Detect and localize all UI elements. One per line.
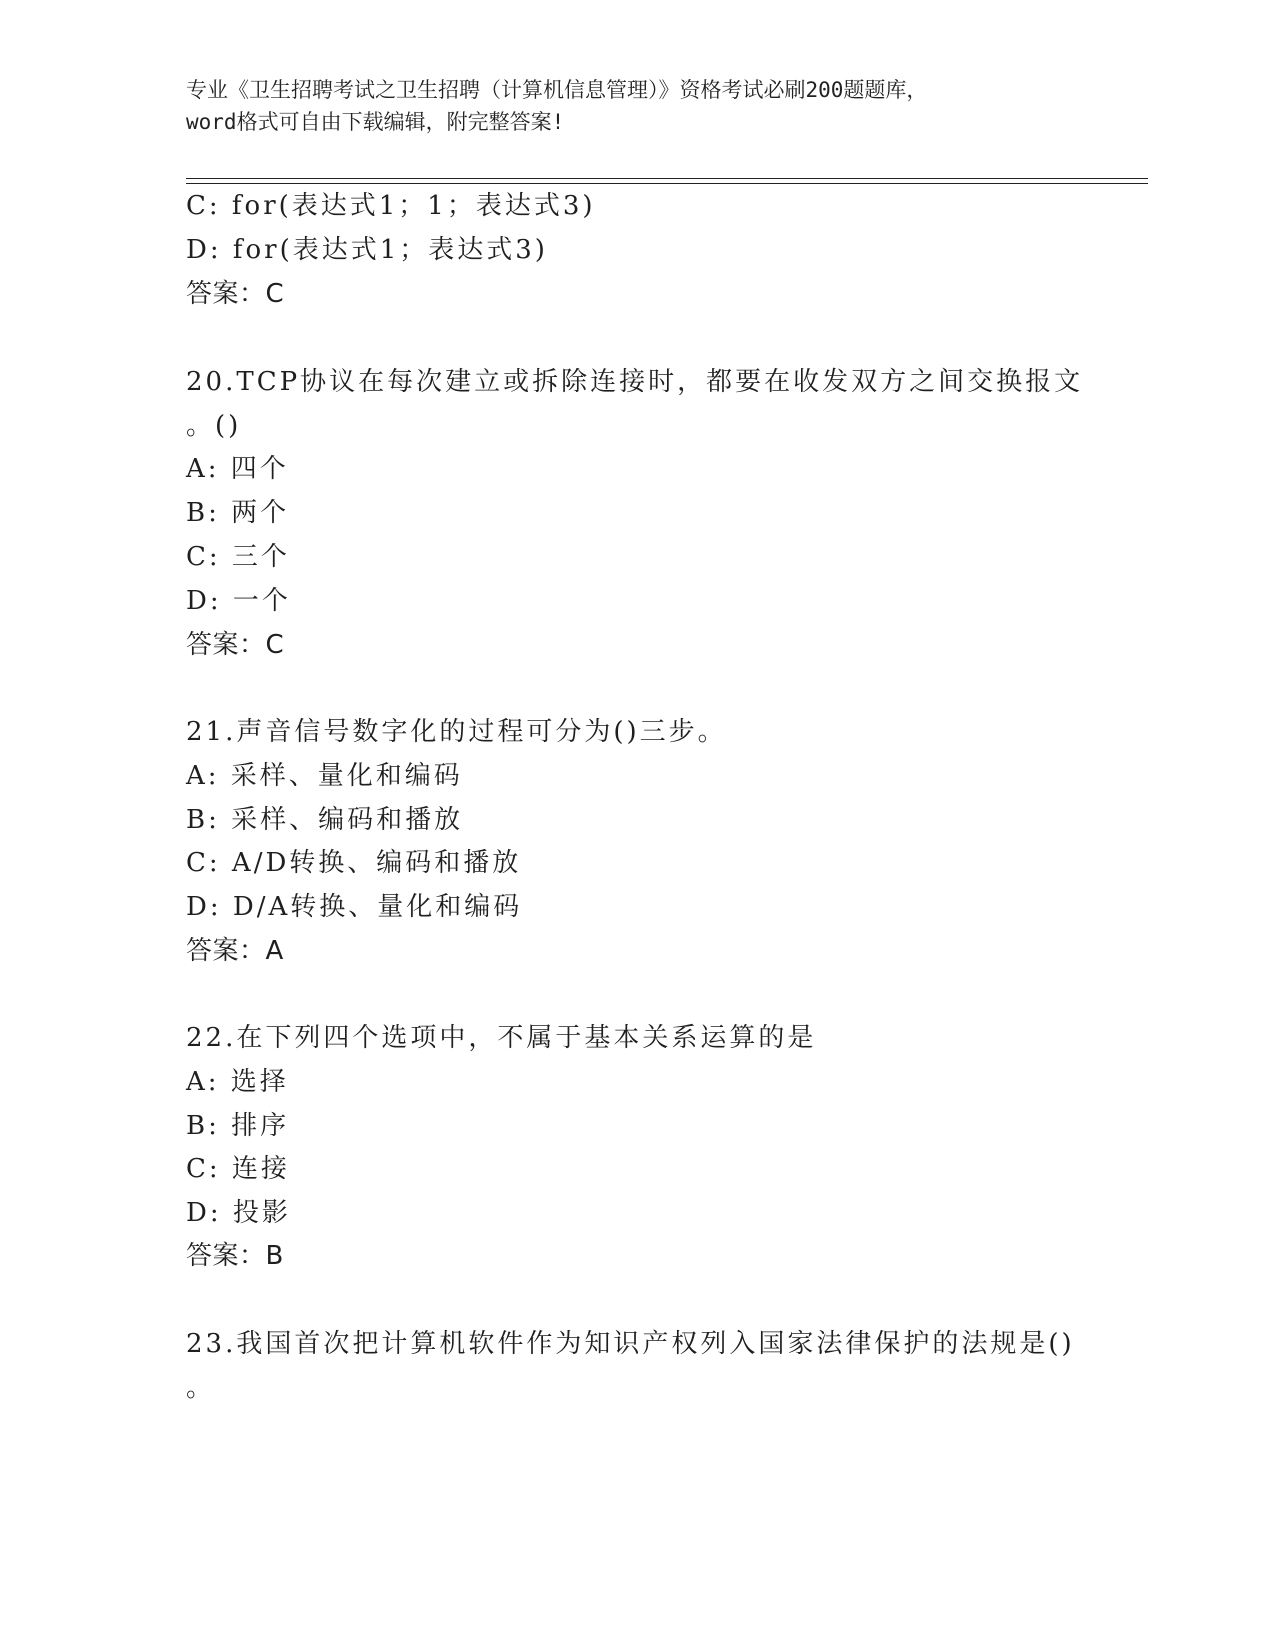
q20-option-d: D: 一个 <box>186 586 291 616</box>
q22-answer: 答案：B <box>186 1241 284 1271</box>
q20-question-line-2: 。() <box>186 411 242 441</box>
header-divider-bottom <box>186 183 1148 184</box>
q21-answer: 答案：A <box>186 936 284 966</box>
header-line-2: word格式可自由下载编辑，附完整答案! <box>186 110 565 134</box>
q22-option-a: A: 选择 <box>186 1067 289 1097</box>
q19-option-d: D: for(表达式1；表达式3) <box>186 235 548 265</box>
header-line-1: 专业《卫生招聘考试之卫生招聘（计算机信息管理）》资格考试必刷200题题库， <box>186 78 928 102</box>
q22-option-d: D: 投影 <box>186 1198 291 1228</box>
q22-option-b: B: 排序 <box>186 1111 290 1141</box>
header-divider-top <box>186 178 1148 179</box>
q20-option-b: B: 两个 <box>186 498 290 528</box>
q19-answer: 答案：C <box>186 279 285 309</box>
q21-option-d: D: D/A转换、量化和编码 <box>186 892 523 922</box>
document-header <box>186 74 1086 138</box>
q20-answer: 答案：C <box>186 630 285 660</box>
q21-option-a: A: 采样、量化和编码 <box>186 761 463 791</box>
q22-question: 22.在下列四个选项中，不属于基本关系运算的是 <box>186 1023 817 1053</box>
q20-option-c: C: 三个 <box>186 542 290 572</box>
q21-question: 21.声音信号数字化的过程可分为()三步。 <box>186 717 727 747</box>
q20-option-a: A: 四个 <box>186 454 289 484</box>
q22-option-c: C: 连接 <box>186 1154 290 1184</box>
q19-option-c: C: for(表达式1；1；表达式3) <box>186 191 596 221</box>
q20-question-line-1: 20.TCP协议在每次建立或拆除连接时，都要在收发双方之间交换报文 <box>186 367 1084 397</box>
q23-question-line-2: 。 <box>186 1373 216 1403</box>
q21-option-c: C: A/D转换、编码和播放 <box>186 848 522 878</box>
q23-question-line-1: 23.我国首次把计算机软件作为知识产权列入国家法律保护的法规是() <box>186 1329 1075 1359</box>
q21-option-b: B: 采样、编码和播放 <box>186 805 464 835</box>
